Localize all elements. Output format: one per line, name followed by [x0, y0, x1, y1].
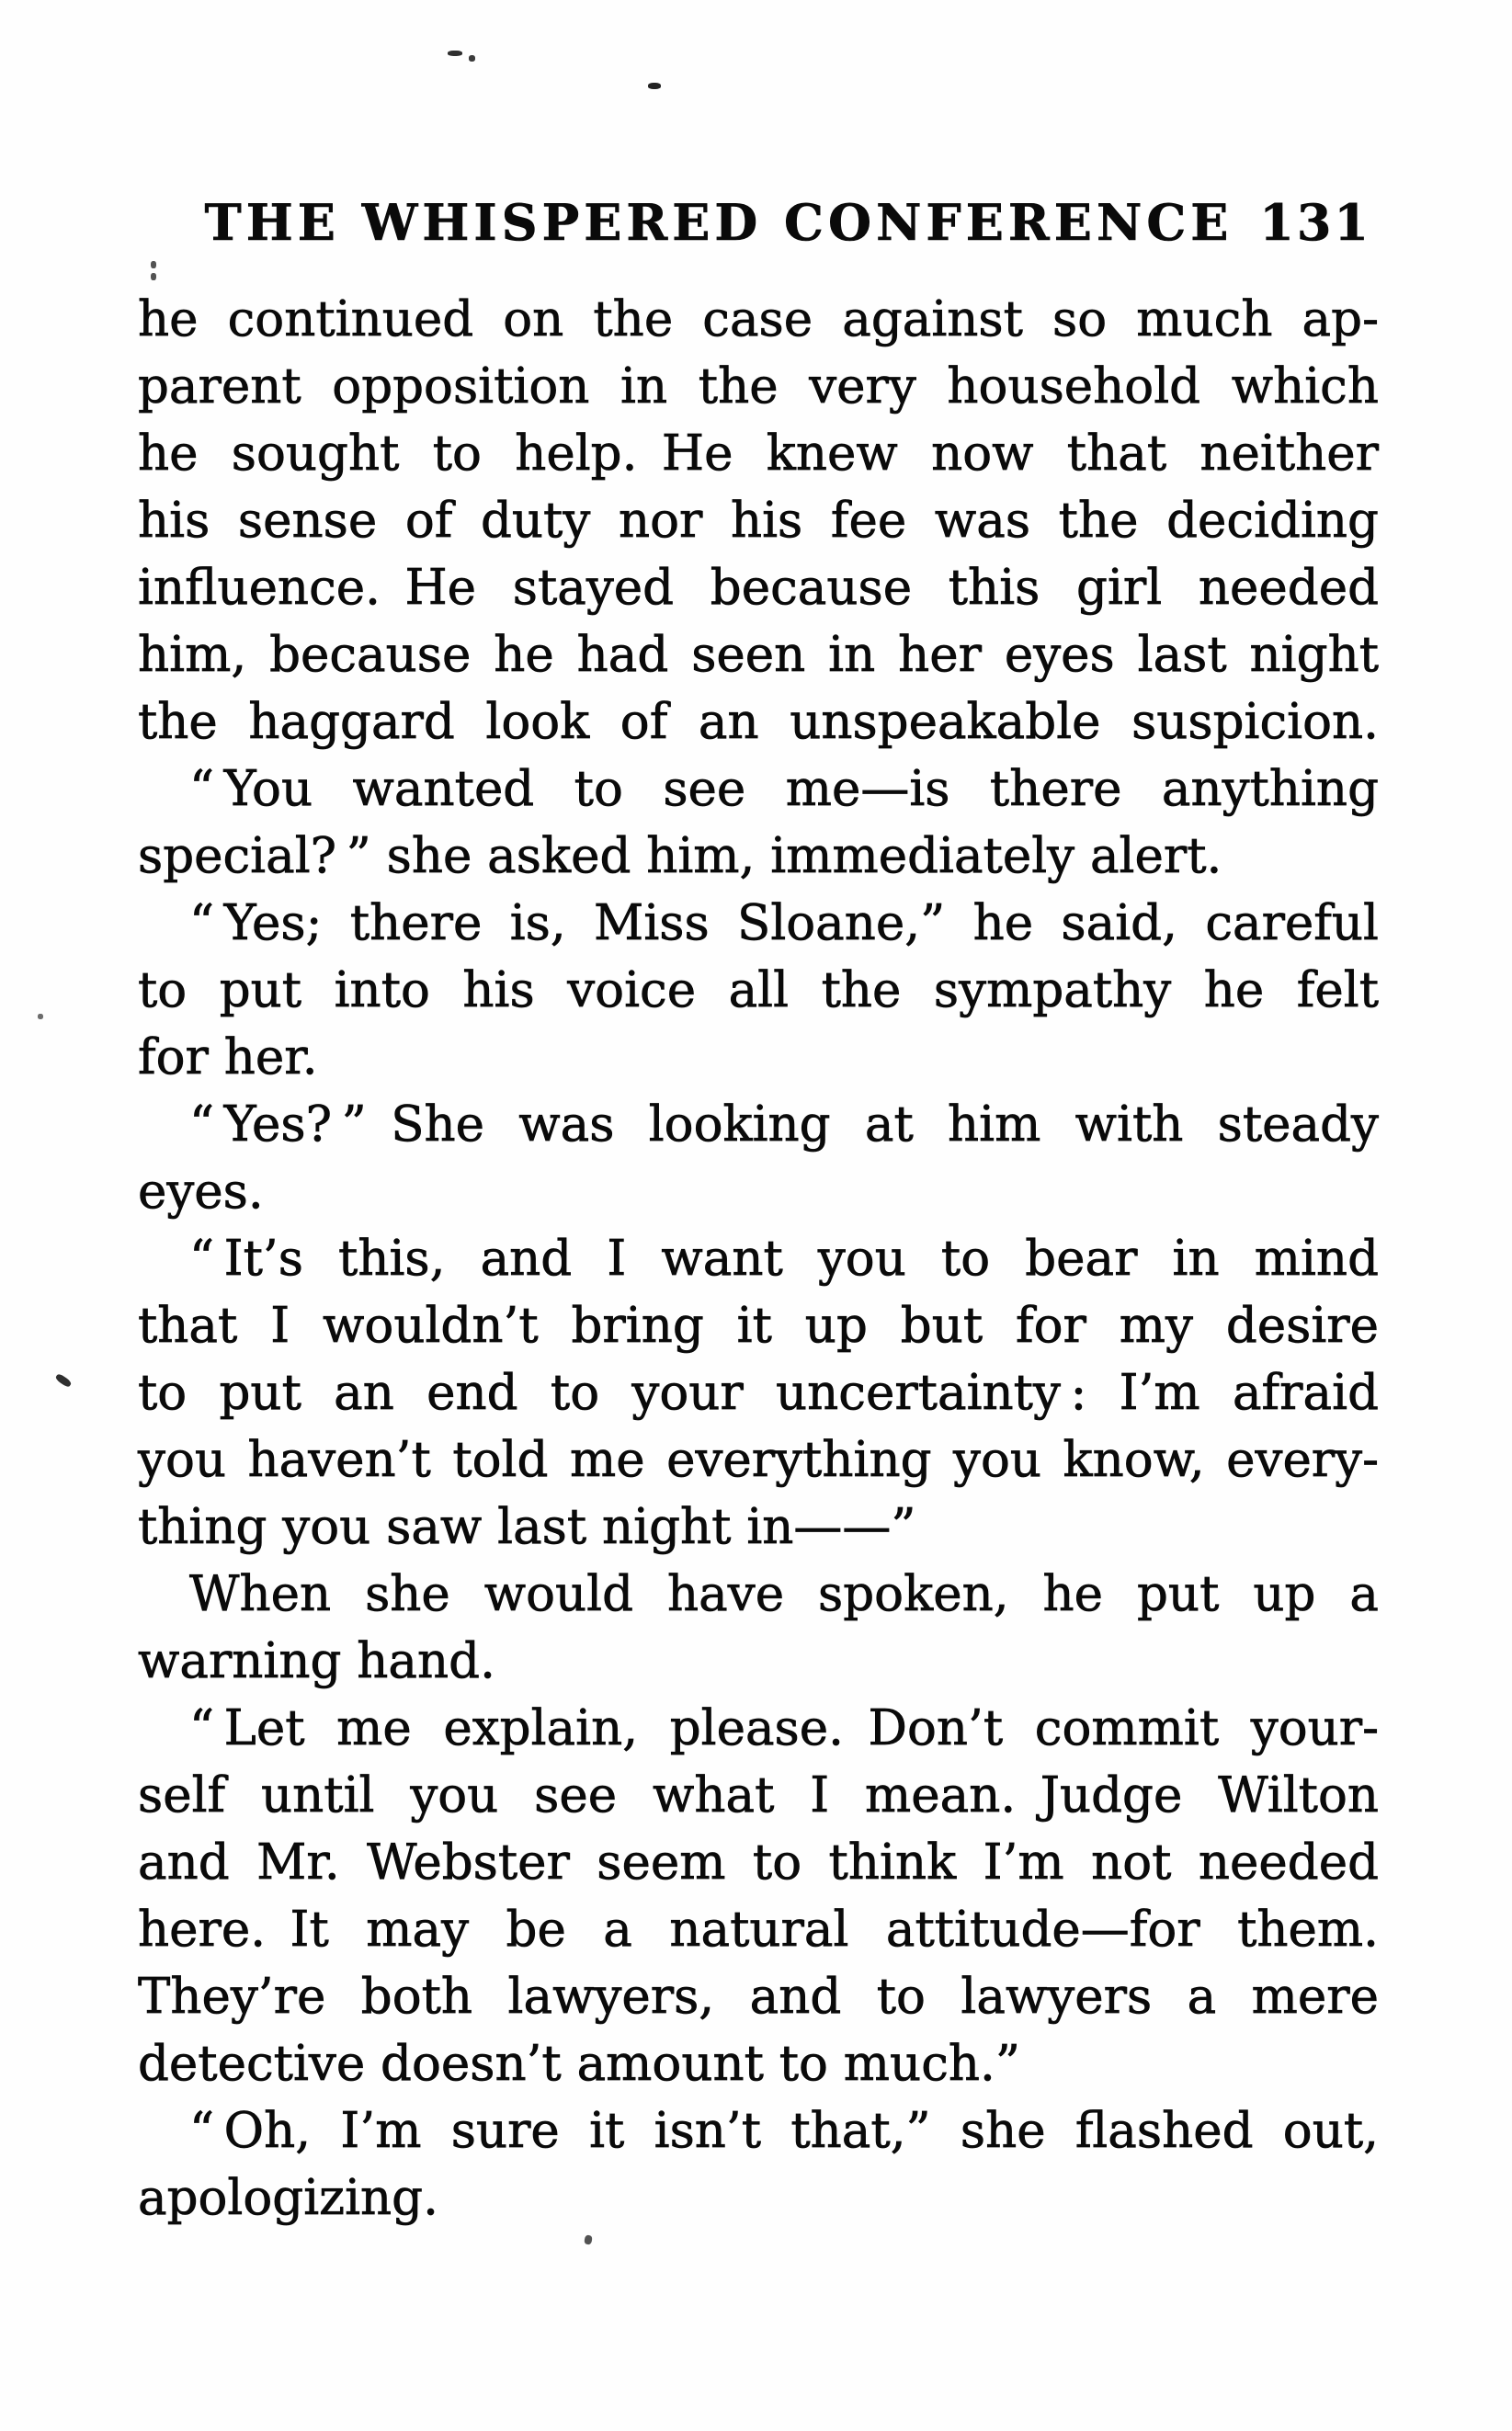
chapter-title: THE WHISPERED CONFERENCE [204, 193, 1233, 252]
text-line: “ Yes? ” She was looking at him with steady [189, 1096, 1379, 1153]
text-line: When she would have spoken, he put up a [189, 1566, 1379, 1622]
text-line: the haggard look of an unspeakable suspicion. [138, 694, 1379, 750]
text-line: special? ” she asked him, immediately alert. [138, 828, 1222, 884]
text-line: he sought to help. He knew now that neither [138, 426, 1379, 482]
paragraph [138, 755, 1379, 890]
paragraph [138, 2097, 1379, 2232]
text-line: “ Let me explain, please. Don’t commit your- [189, 1700, 1379, 1756]
scan-artifact [648, 83, 661, 89]
scan-artifact [448, 51, 462, 56]
text-line: for her. [138, 1029, 318, 1085]
text-line: “ Oh, I’m sure it isn’t that,” she flashed out, [189, 2103, 1379, 2159]
body-text [138, 286, 1379, 2232]
text-line: They’re both lawyers, and to lawyers a mere [138, 1969, 1379, 2025]
text-line: his sense of duty nor his fee was the deciding [138, 493, 1379, 549]
text-line: detective doesn’t amount to much.” [138, 2036, 1020, 2092]
text-line: he continued on the case against so much ap- [138, 291, 1379, 347]
paragraph [138, 1091, 1379, 1225]
text-line: parent opposition in the very household which [138, 358, 1379, 415]
paragraph [138, 1225, 1379, 1561]
text-line: “ It’s this, and I want you to bear in mind [189, 1231, 1379, 1287]
text-line: eyes. [138, 1164, 264, 1220]
text-line: you haven’t told me everything you know, every- [138, 1432, 1379, 1488]
text-line: to put an end to your uncertainty : I’m afraid [138, 1365, 1379, 1421]
paragraph [138, 1561, 1379, 1695]
page-number: 131 [1259, 193, 1371, 252]
running-header [138, 189, 1379, 256]
scan-artifact [584, 2234, 593, 2244]
scan-artifact [54, 1373, 72, 1389]
scan-artifact [151, 261, 156, 268]
text-line: apologizing. [138, 2170, 438, 2226]
text-line: that I wouldn’t bring it up but for my desire [138, 1298, 1379, 1354]
text-line: warning hand. [138, 1633, 495, 1689]
text-line: influence. He stayed because this girl needed [138, 560, 1379, 616]
scan-artifact [469, 55, 475, 62]
text-line: thing you saw last night in——” [138, 1499, 916, 1555]
text-line: self until you see what I mean. Judge Wilton [138, 1767, 1379, 1823]
paragraph [138, 286, 1379, 755]
text-line: and Mr. Webster seem to think I’m not needed [138, 1835, 1379, 1891]
paragraph [138, 890, 1379, 1091]
text-line: “ You wanted to see me—is there anything [189, 761, 1379, 817]
scan-artifact [38, 1014, 43, 1019]
paragraph [138, 1695, 1379, 2097]
text-line: here. It may be a natural attitude—for them. [138, 1902, 1379, 1958]
scan-artifact [151, 273, 156, 280]
text-line: “ Yes; there is, Miss Sloane,” he said, careful [189, 895, 1379, 951]
text-line: him, because he had seen in her eyes last night [138, 627, 1379, 683]
text-line: to put into his voice all the sympathy he felt [138, 962, 1379, 1018]
